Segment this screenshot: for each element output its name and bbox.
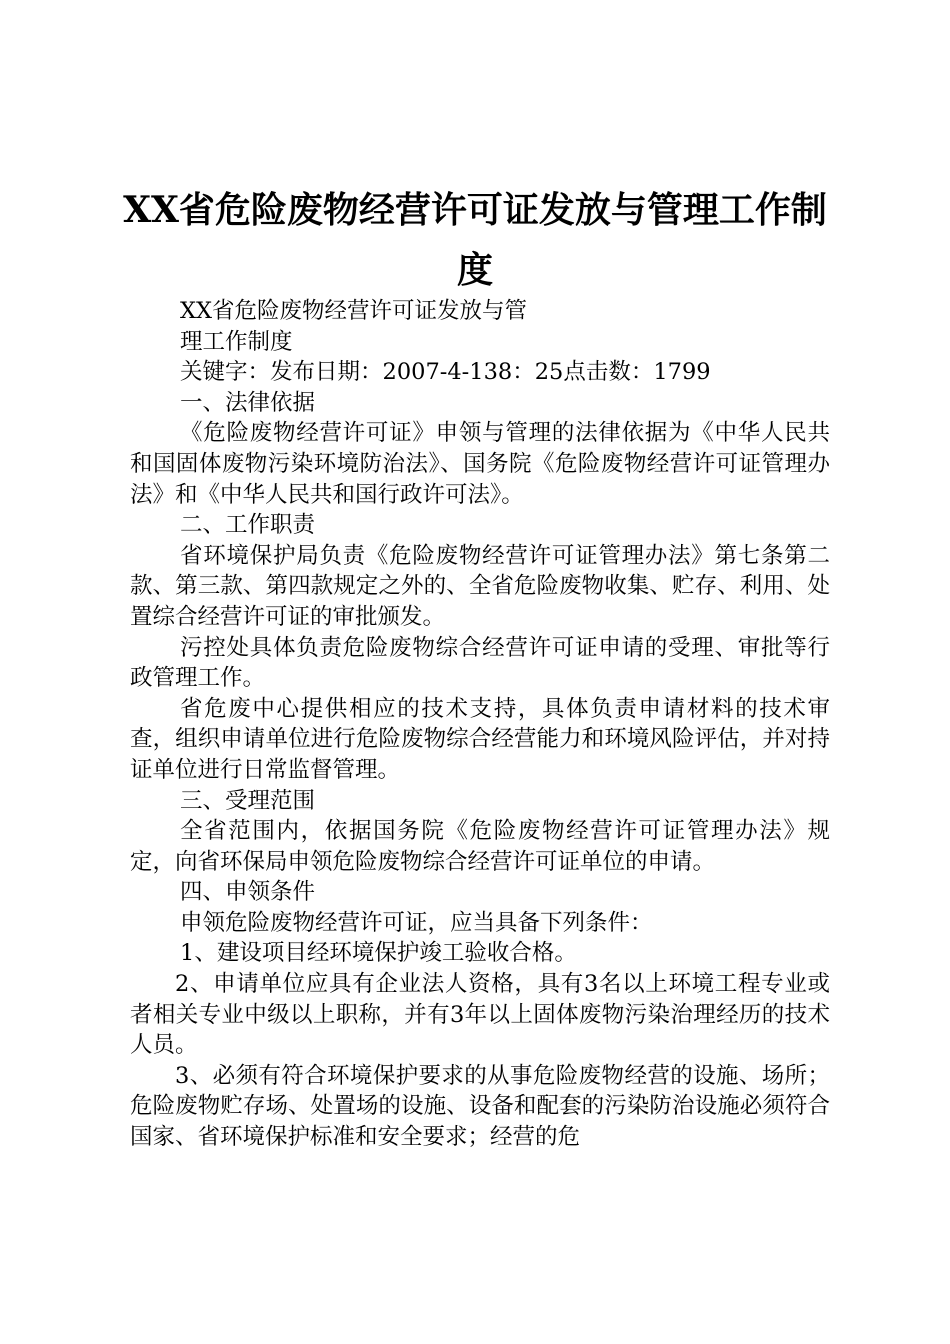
paragraph-duties-bureau: 省环境保护局负责《危险废物经营许可证管理办法》第七条第二款、第三款、第四款规定之外的、全省危险废物收集、贮存、利用、处置综合经营许可证的审批颁发。 — [130, 542, 830, 630]
subtitle-line-1: XX省危险废物经营许可证发放与管 — [180, 298, 528, 324]
document-body — [130, 296, 830, 1153]
document-title-line-2: 度 — [456, 249, 493, 291]
document-title-line-1: XX省危险废物经营许可证发放与管理工作制 — [123, 189, 827, 231]
paragraph-legal-basis: 《危险废物经营许可证》申领与管理的法律依据为《中华人民共和国固体废物污染环境防治法》、国务院《危险废物经营许可证管理办法》和《中华人民共和国行政许可法》。 — [130, 420, 830, 508]
section-heading-legal-basis: 一、法律依据 — [180, 389, 316, 416]
subtitle-line-2: 理工作制度 — [180, 328, 293, 355]
condition-item-3: 3、必须有符合环境保护要求的从事危险废物经营的设施、场所；危险废物贮存场、处置场的设施、设备和配套的污染防治设施必须符合国家、省环境保护标准和安全要求；经营的危 — [130, 1062, 830, 1151]
section-heading-scope: 三、受理范围 — [180, 787, 316, 814]
section-heading-conditions: 四、申领条件 — [180, 879, 316, 906]
paragraph-duties-center: 省危废中心提供相应的技术支持，具体负责申请材料的技术审查，组织申请单位进行危险废物综合经营能力和环境风险评估，并对持证单位进行日常监督管理。 — [130, 695, 830, 783]
section-heading-duties: 二、工作职责 — [180, 512, 316, 539]
keywords-line: 关键字：发布日期：2007-4-138：25点击数：1799 — [180, 359, 711, 386]
paragraph-scope: 全省范围内，依据国务院《危险废物经营许可证管理办法》规定，向省环保局申领危险废物综合经营许可证单位的申请。 — [130, 818, 830, 875]
paragraph-duties-pollution-office: 污控处具体负责危险废物综合经营许可证申请的受理、审批等行政管理工作。 — [130, 634, 830, 692]
condition-item-1: 1、建设项目经环境保护竣工验收合格。 — [180, 940, 577, 967]
condition-item-2: 2、申请单位应具有企业法人资格，具有3名以上环境工程专业或者相关专业中级以上职称，并有3年以上固体废物污染治理经历的技术人员。 — [130, 971, 830, 1059]
paragraph-conditions-intro: 申领危险废物经营许可证，应当具备下列条件： — [180, 909, 653, 936]
